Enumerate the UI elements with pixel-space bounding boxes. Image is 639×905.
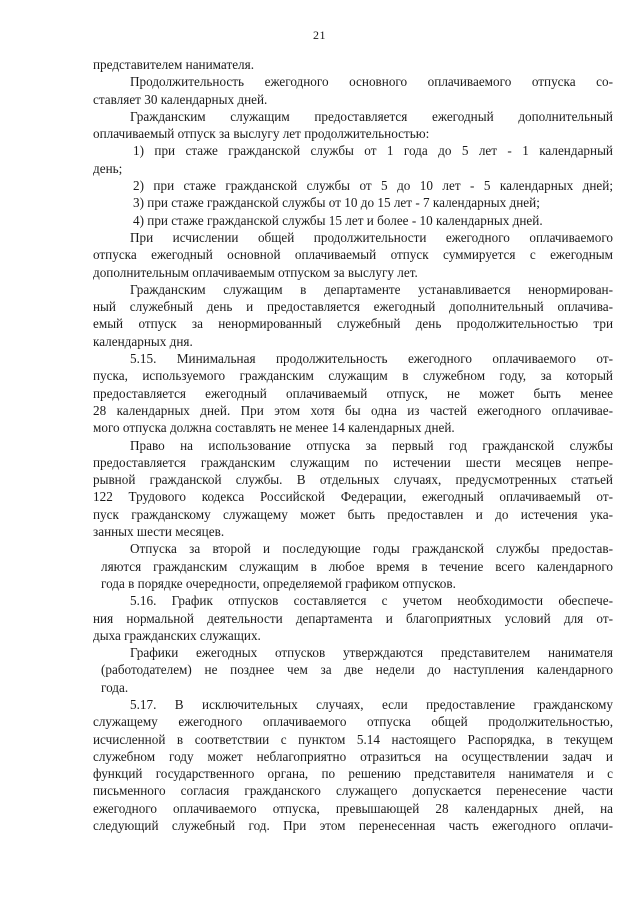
document-body (93, 56, 613, 834)
text-line: (работодателем) не позднее чем за две недели до наступления календарного (101, 662, 613, 678)
text-line: 28 календарных дней. При этом хотя бы одна из частей ежегодного оплачивае- (93, 402, 613, 418)
text-line: Гражданским служащим предоставляется ежегодный дополнительный (130, 108, 613, 124)
text-line: ежегодного оплачиваемого отпуска, превышающей 28 календарных дней, на (93, 800, 613, 816)
text-line: мого отпуска должна составлять не менее 14 календарных дней. (93, 420, 455, 436)
text-line: дыха гражданских служащих. (93, 627, 261, 643)
text-line: 4) при стаже гражданской службы 15 лет и более - 10 календарных дней. (133, 212, 543, 228)
text-line: письменного согласия гражданского служащего допускается перенесение части (93, 783, 613, 799)
text-line: емый отпуск за ненормированный служебный день продолжительностью три (93, 316, 613, 332)
text-line: Отпуска за второй и последующие годы гражданской службы предостав- (130, 541, 613, 557)
text-line: 5.15. Минимальная продолжительность ежегодного оплачиваемого от- (130, 351, 613, 367)
text-line: предоставляется гражданским служащим по истечении шести месяцев непре- (93, 454, 613, 470)
text-line: рывной гражданской службы. В отдельных случаях, предусмотренных статьей (93, 472, 613, 488)
text-line: Продолжительность ежегодного основного оплачиваемого отпуска со- (130, 74, 613, 90)
text-line: года в порядке очередности, определяемой графиком отпусков. (101, 575, 456, 591)
text-line: пуска, используемого гражданским служащим в служебном году, за который (93, 368, 613, 384)
text-line: оплачиваемый отпуск за выслугу лет продолжительностью: (93, 126, 430, 142)
text-line: 1) при стаже гражданской службы от 1 года до 5 лет - 1 календарный (133, 143, 613, 159)
text-line: исчисленной в соответствии с пунктом 5.14 настоящего Распорядка, в текущем (93, 731, 613, 747)
text-line: следующий служебный год. При этом перенесенная часть ежегодного оплачи- (93, 818, 613, 834)
text-line: 5.17. В исключительных случаях, если предоставление гражданскому (130, 696, 613, 712)
text-line: 5.16. График отпусков составляется с учетом необходимости обеспече- (130, 593, 613, 609)
text-line: предоставляется ежегодный оплачиваемый отпуск, не может быть менее (93, 385, 613, 401)
text-line: ный служебный день и предоставляется ежегодный дополнительный оплачива- (93, 299, 613, 315)
text-line: При исчислении общей продолжительности ежегодного оплачиваемого (130, 229, 613, 245)
text-line: дополнительным оплачиваемым отпуском за выслугу лет. (93, 264, 418, 280)
text-line: ляются гражданским служащим в любое время в течение всего календарного (101, 558, 613, 574)
text-line: 2) при стаже гражданской службы от 5 до 10 лет - 5 календарных дней; (133, 178, 613, 194)
text-line: функций государственного органа, по решению представителя нанимателя и с (93, 766, 613, 782)
text-line: отпуска ежегодный основной оплачиваемый отпуск суммируется с ежегодным (93, 247, 613, 263)
text-line: ния нормальной деятельности департамента и благоприятных условий для от- (93, 610, 613, 626)
text-line: служебном году может неблагоприятно отразиться на осуществлении задач и (93, 748, 613, 764)
text-line: Гражданским служащим в департаменте устанавливается ненормирован- (130, 281, 613, 297)
text-line: служащему ежегодного оплачиваемого отпуска общей продолжительностью, (93, 714, 613, 730)
text-line: 122 Трудового кодекса Российской Федерации, ежегодный оплачиваемый от- (93, 489, 613, 505)
page-number: 21 (313, 28, 326, 42)
text-line: пуск гражданскому служащему может быть предоставлен и до истечения ука- (93, 506, 613, 522)
text-line: день; (93, 160, 123, 176)
text-line: 3) при стаже гражданской службы от 10 до 15 лет - 7 календарных дней; (133, 195, 540, 211)
text-line: Право на использование отпуска за первый год гражданской службы (130, 437, 613, 453)
text-line: Графики ежегодных отпусков утверждаются представителем нанимателя (130, 645, 613, 661)
text-line: представителем нанимателя. (93, 57, 254, 72)
text-line: календарных дня. (93, 333, 193, 349)
text-line: занных шести месяцев. (93, 524, 225, 540)
text-line: года. (101, 679, 129, 695)
text-line: ставляет 30 календарных дней. (93, 91, 268, 107)
